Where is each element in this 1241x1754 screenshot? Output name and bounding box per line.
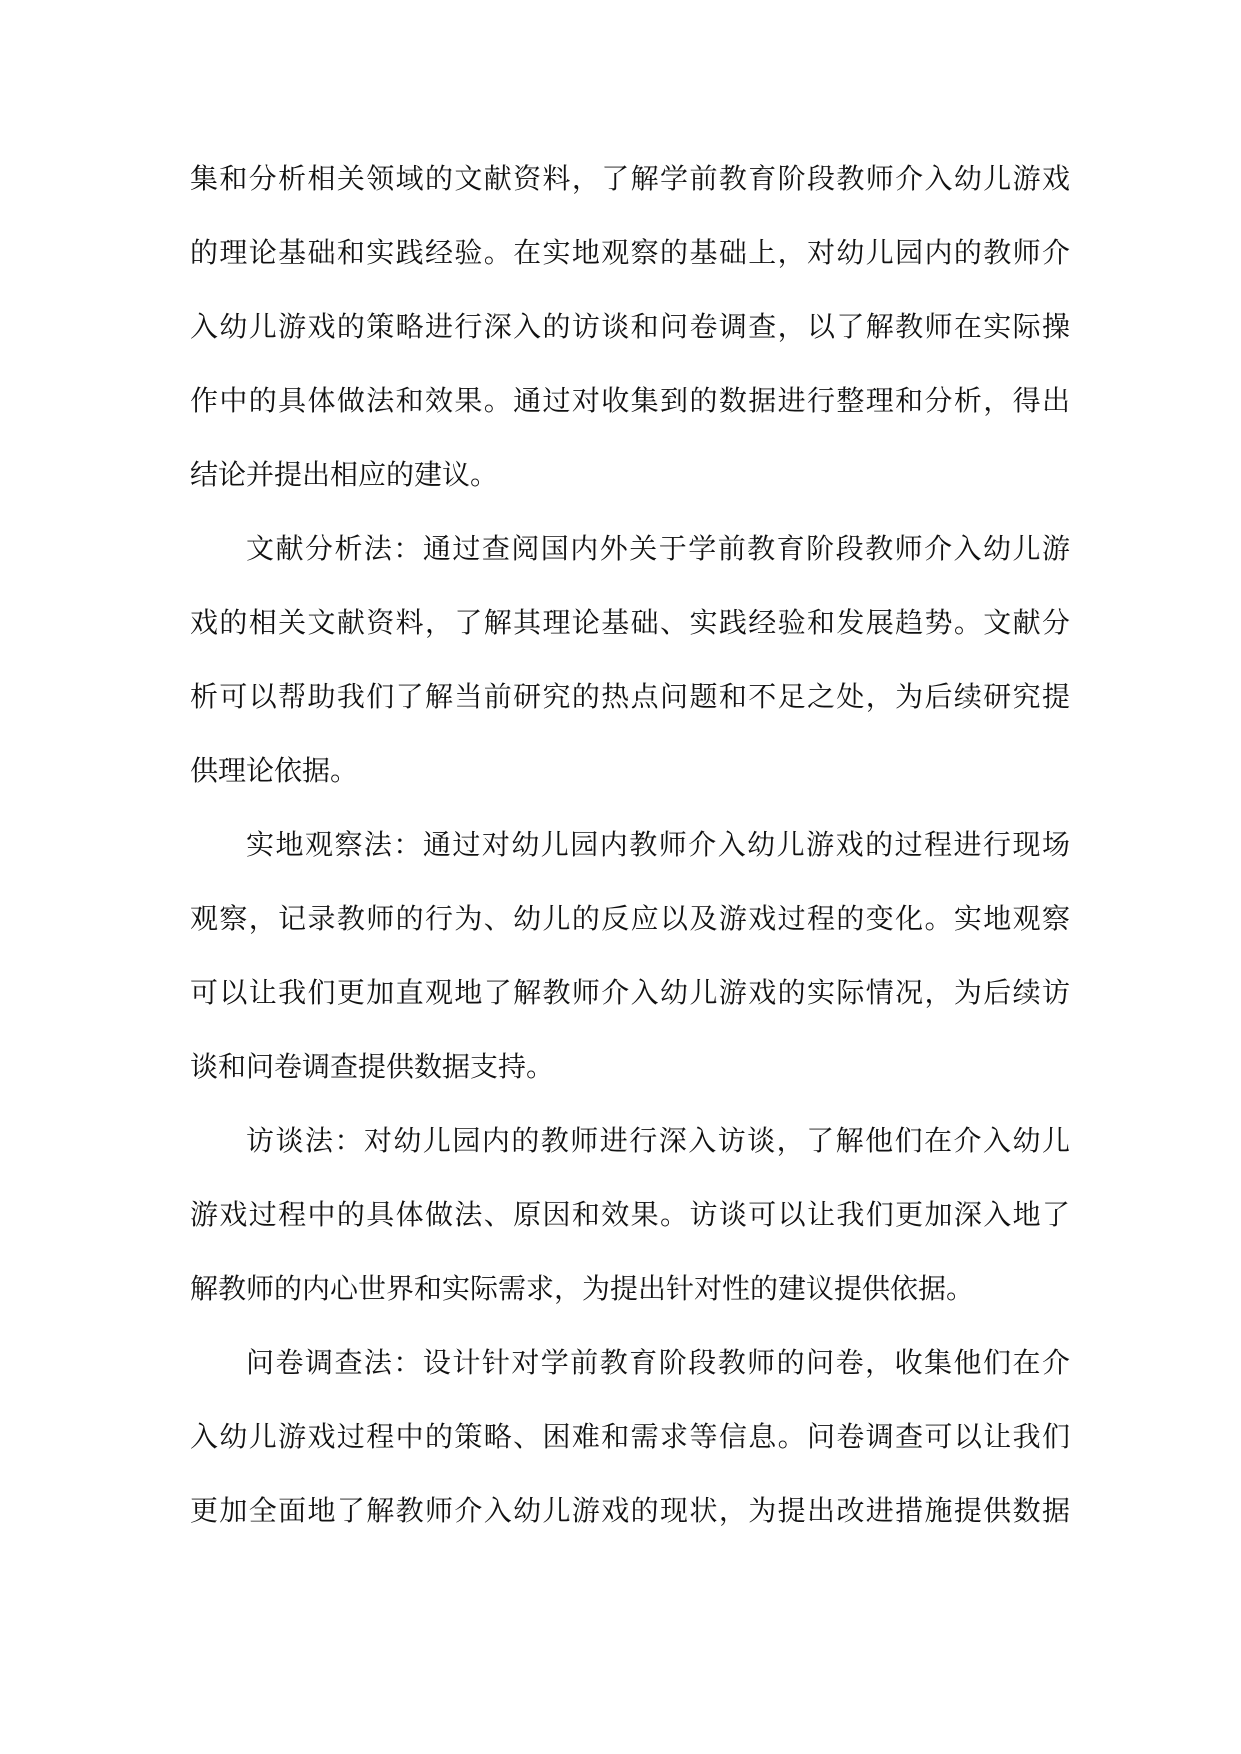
text-line: 戏的相关文献资料，了解其理论基础、实践经验和发展趋势。文献分 [190,606,1070,639]
text-line: 作中的具体做法和效果。通过对收集到的数据进行整理和分析，得出 [190,384,1070,417]
text-line: 析可以帮助我们了解当前研究的热点问题和不足之处，为后续研究提 [190,680,1070,713]
text-line: 供理论依据。 [190,754,359,787]
text-line: 文献分析法：通过查阅国内外关于学前教育阶段教师介入幼儿游 [246,532,1070,565]
text-line: 解教师的内心世界和实际需求，为提出针对性的建议提供依据。 [190,1272,975,1305]
text-line: 结论并提出相应的建议。 [190,458,499,491]
text-line: 的理论基础和实践经验。在实地观察的基础上，对幼儿园内的教师介 [190,236,1070,269]
paragraph-literature-analysis [190,512,1070,808]
document-body [190,142,1070,1548]
text-line: 访谈法：对幼儿园内的教师进行深入访谈，了解他们在介入幼儿 [246,1124,1070,1157]
text-line: 可以让我们更加直观地了解教师介入幼儿游戏的实际情况，为后续访 [190,976,1070,1009]
paragraph-interview [190,1104,1070,1326]
text-line: 问卷调查法：设计针对学前教育阶段教师的问卷，收集他们在介 [246,1346,1070,1379]
paragraph-field-observation [190,808,1070,1104]
text-line: 观察，记录教师的行为、幼儿的反应以及游戏过程的变化。实地观察 [190,902,1070,935]
paragraph-intro [190,142,1070,512]
text-line: 实地观察法：通过对幼儿园内教师介入幼儿游戏的过程进行现场 [246,828,1070,861]
text-line: 入幼儿游戏的策略进行深入的访谈和问卷调查，以了解教师在实际操 [190,310,1070,343]
paragraph-questionnaire [190,1326,1070,1548]
text-line: 集和分析相关领域的文献资料，了解学前教育阶段教师介入幼儿游戏 [190,162,1070,195]
text-line: 游戏过程中的具体做法、原因和效果。访谈可以让我们更加深入地了 [190,1198,1070,1231]
text-line: 入幼儿游戏过程中的策略、困难和需求等信息。问卷调查可以让我们 [190,1420,1070,1453]
text-line: 谈和问卷调查提供数据支持。 [190,1050,555,1083]
text-line: 更加全面地了解教师介入幼儿游戏的现状，为提出改进措施提供数据 [190,1494,1070,1527]
